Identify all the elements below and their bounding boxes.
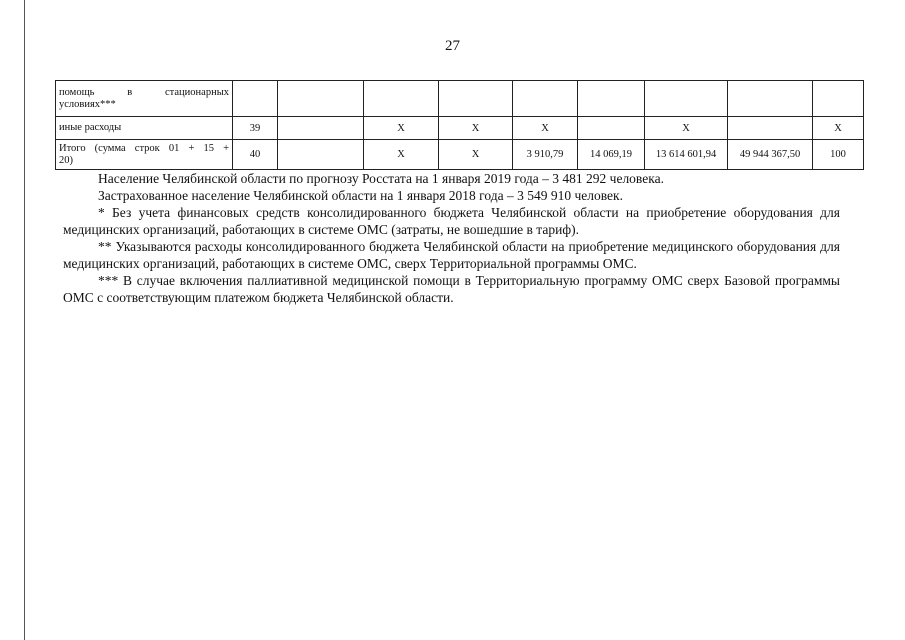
row-label: иные расходы <box>56 117 233 140</box>
page-number: 27 <box>445 38 460 54</box>
table-cell <box>578 117 645 140</box>
table-cell: Х <box>439 140 513 170</box>
table-cell <box>278 117 364 140</box>
table-cell: Х <box>813 117 864 140</box>
table-cell: 39 <box>233 117 278 140</box>
table-cell <box>728 117 813 140</box>
table-cell <box>439 81 513 117</box>
notes-section <box>63 170 840 306</box>
table-row <box>56 81 864 117</box>
table-row <box>56 140 864 170</box>
table-cell: 49 944 367,50 <box>728 140 813 170</box>
table-cell: 100 <box>813 140 864 170</box>
table-cell <box>278 81 364 117</box>
row-label: Итого (сумма строк 01 + 15 + 20) <box>56 140 233 170</box>
table-cell: 13 614 601,94 <box>645 140 728 170</box>
page-edge-line <box>24 0 25 640</box>
table-cell <box>233 81 278 117</box>
table-cell: Х <box>645 117 728 140</box>
table-cell <box>728 81 813 117</box>
table-cell: Х <box>439 117 513 140</box>
footnote-3: *** В случае включения паллиативной медицинской помощи в Территориальную программу ОМС сверх Базовой программы ОМС с соответствующим платежом бюджета Челябинской области. <box>63 273 840 305</box>
table-cell <box>364 81 439 117</box>
table-row <box>56 117 864 140</box>
table-cell <box>645 81 728 117</box>
table-cell <box>513 81 578 117</box>
table-cell <box>278 140 364 170</box>
table-cell <box>578 81 645 117</box>
table-cell: 40 <box>233 140 278 170</box>
table-cell <box>813 81 864 117</box>
table-cell: Х <box>364 140 439 170</box>
table-cell: Х <box>513 117 578 140</box>
insured-note: Застрахованное население Челябинской области на 1 января 2018 года – 3 549 910 человек. <box>98 188 623 203</box>
population-note: Население Челябинской области по прогнозу Росстата на 1 января 2019 года – 3 481 292 человека. <box>98 171 664 186</box>
budget-table <box>55 80 864 170</box>
row-label: помощь в стационарных условиях*** <box>56 81 233 117</box>
table-cell: Х <box>364 117 439 140</box>
footnote-2: ** Указываются расходы консолидированного бюджета Челябинской области на приобретение медицинского оборудования для медицинских организаций, работающих в системе ОМС, сверх Территориальной программы ОМС. <box>63 239 840 271</box>
table-cell: 3 910,79 <box>513 140 578 170</box>
table-cell: 14 069,19 <box>578 140 645 170</box>
footnote-1: * Без учета финансовых средств консолидированного бюджета Челябинской области на приобретение оборудования для медицинских организаций, работающих в системе ОМС (затраты, не вошедшие в тариф). <box>63 205 840 237</box>
